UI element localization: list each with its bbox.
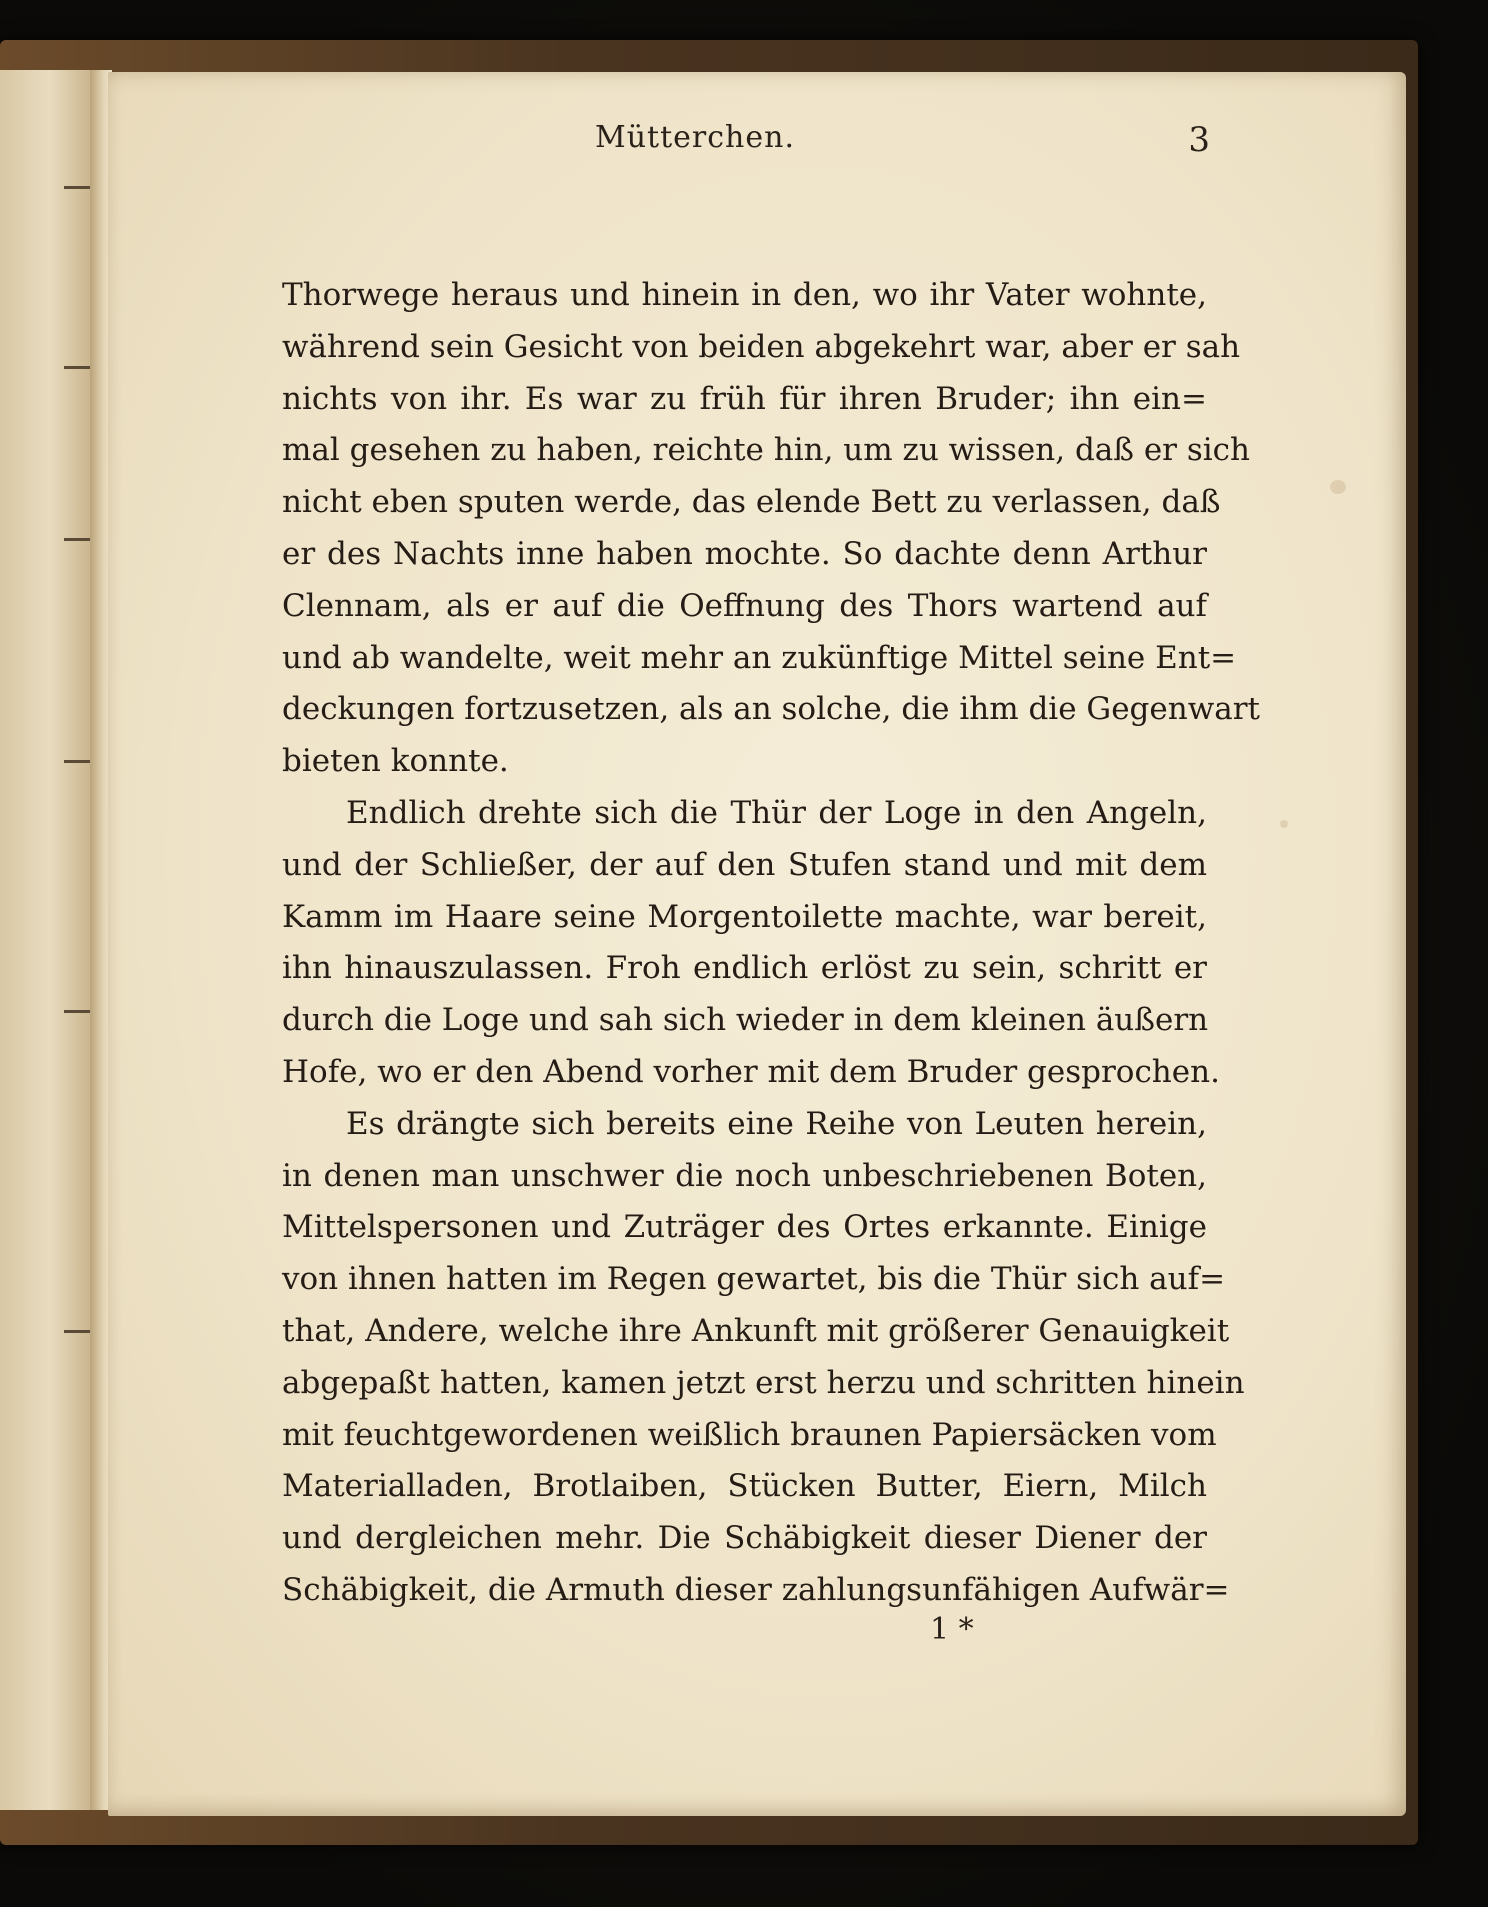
text-line: Clennam, als er auf die Oeffnung des Thors wartend auf	[282, 587, 1207, 624]
text-line: und ab wandelte, weit mehr an zukünftige Mittel seine Ent=	[282, 639, 1237, 676]
text-line: durch die Loge und sah sich wieder in dem kleinen äußern	[282, 1002, 1209, 1039]
text-line: mit feuchtgewordenen weißlich braunen Papiersäcken vom	[282, 1416, 1217, 1453]
text-line: Mittelspersonen und Zuträger des Ortes erkannte. Einige	[282, 1209, 1207, 1246]
text-line: und der Schließer, der auf den Stufen stand und mit dem	[282, 846, 1207, 883]
text-line: ihn hinauszulassen. Froh endlich erlöst zu sein, schritt er	[282, 950, 1207, 987]
text-line: nicht eben sputen werde, das elende Bett zu verlassen, daß	[282, 484, 1221, 521]
text-line: von ihnen hatten im Regen gewartet, bis die Thür sich auf=	[282, 1261, 1226, 1298]
text-line: Thorwege heraus und hinein in den, wo ihr Vater wohnte,	[282, 277, 1207, 313]
text-line: Endlich drehte sich die Thür der Loge in den Angeln,	[346, 794, 1207, 831]
text-line: deckungen fortzusetzen, als an solche, die ihm die Gegenwart	[282, 691, 1260, 728]
signature-mark: 1 *	[930, 1612, 974, 1647]
text-line: bieten konnte.	[282, 743, 509, 780]
text-line: in denen man unschwer die noch unbeschriebenen Boten,	[282, 1157, 1207, 1194]
foxing-spot	[1280, 820, 1288, 828]
text-line: er des Nachts inne haben mochte. So dachte denn Arthur	[282, 535, 1207, 572]
text-line: Kamm im Haare seine Morgentoilette machte, war bereit,	[282, 898, 1207, 935]
text-line: mal gesehen zu haben, reichte hin, um zu wissen, daß er sich	[282, 432, 1251, 469]
text-line: während sein Gesicht von beiden abgekehrt war, aber er sah	[282, 328, 1241, 365]
running-title: Mütterchen.	[595, 120, 795, 155]
text-line: Schäbigkeit, die Armuth dieser zahlungsunfähigen Aufwär=	[282, 1571, 1230, 1608]
left-page-edge	[0, 70, 90, 1810]
text-line: that, Andere, welche ihre Ankunft mit größerer Genauigkeit	[282, 1312, 1230, 1349]
page-header	[180, 120, 1210, 180]
text-line: abgepaßt hatten, kamen jetzt erst herzu und schritten hinein	[282, 1364, 1245, 1401]
text-line: Es drängte sich bereits eine Reihe von Leuten herein,	[346, 1105, 1207, 1142]
text-line: nichts von ihr. Es war zu früh für ihren Bruder; ihn ein=	[282, 380, 1207, 417]
text-line: Hofe, wo er den Abend vorher mit dem Bruder gesprochen.	[282, 1053, 1220, 1090]
body-text	[282, 270, 1260, 1617]
text-line: Materialladen, Brotlaiben, Stücken Butter, Eiern, Milch	[282, 1468, 1207, 1505]
page-number: 3	[1188, 120, 1210, 160]
foxing-spot	[1330, 480, 1346, 494]
text-line: und dergleichen mehr. Die Schäbigkeit dieser Diener der	[282, 1520, 1207, 1557]
